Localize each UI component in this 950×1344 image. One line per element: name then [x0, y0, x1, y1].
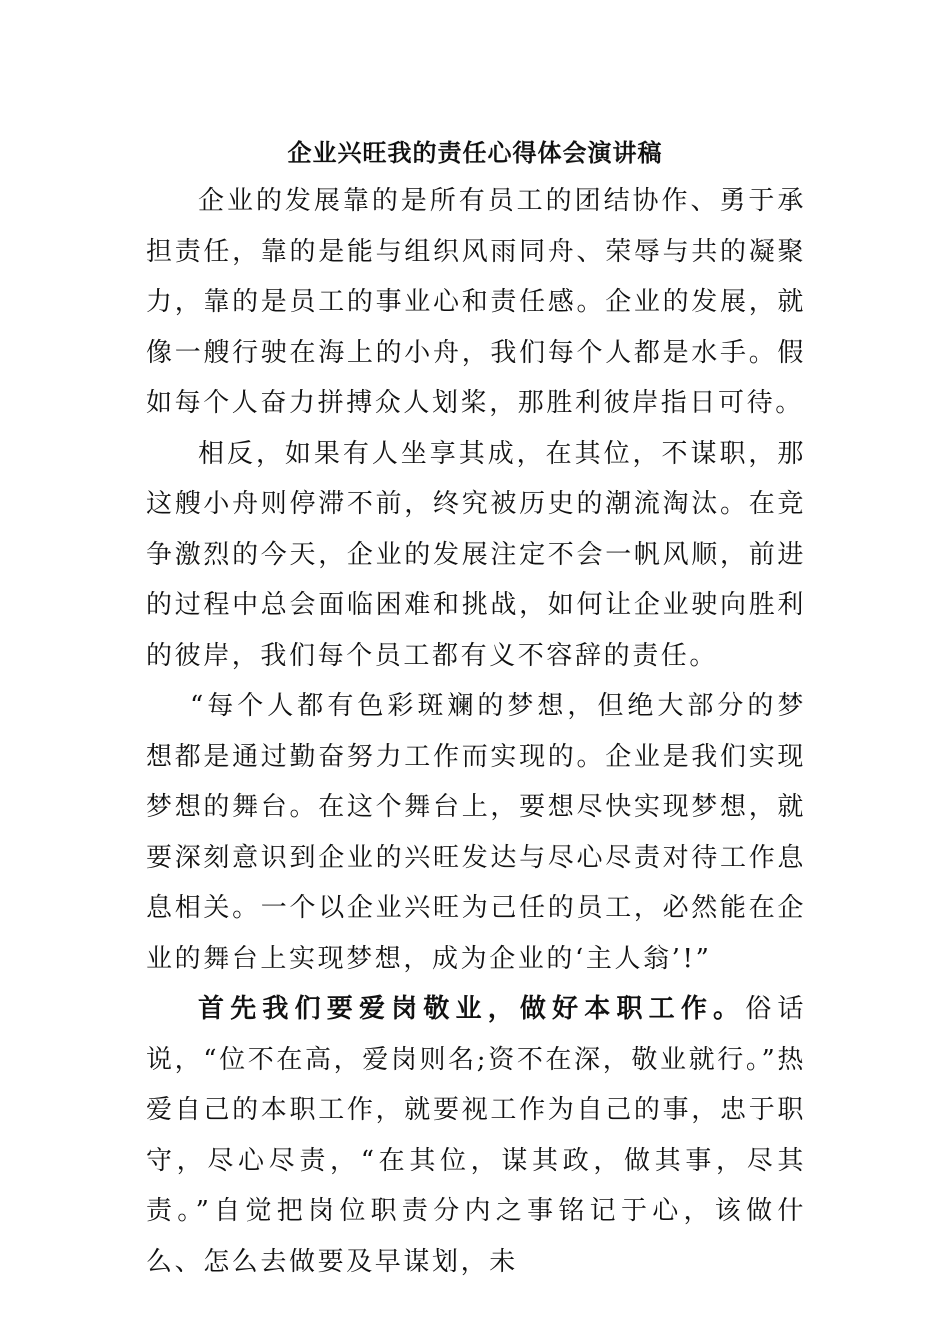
- paragraph-4: [146, 984, 806, 1287]
- document-title: 企业兴旺我的责任心得体会演讲稿: [287, 139, 663, 167]
- paragraph-1-text: 企业的发展靠的是所有员工的团结协作、勇于承担责任，靠的是能与组织风雨同舟、荣辱与共的凝聚力，靠的是员工的事业心和责任感。企业的发展，就像一艘行驶在海上的小舟，我们每个人都是水手。假如每个人奋力拼搏众人划桨，那胜利彼岸指日可待。: [146, 186, 806, 418]
- paragraph-4-bold-lead: 首先我们要爱岗敬业，做好本职工作。: [198, 994, 746, 1024]
- paragraph-4-text: 俗话说，“位不在高，爱岗则名;资不在深，敬业就行。”热爱自己的本职工作，就要视工作为自己的事，忠于职守，尽心尽责，“在其位，谋其政，做其事，尽其责。”自觉把岗位职责分内之事铭记于心，该做什么、怎么去做要及早谋划，未: [146, 994, 807, 1277]
- paragraph-2-text: 相反，如果有人坐享其成，在其位，不谋职，那这艘小舟则停滞不前，终究被历史的潮流淘汰。在竞争激烈的今天，企业的发展注定不会一帆风顺，前进的过程中总会面临困难和挑战，如何让企业驶向胜利的彼岸，我们每个员工都有义不容辞的责任。: [146, 438, 806, 671]
- document-body: [146, 176, 806, 1287]
- paragraph-3-text: “每个人都有色彩斑斓的梦想，但绝大部分的梦想都是通过勤奋努力工作而实现的。企业是我们实现梦想的舞台。在这个舞台上，要想尽快实现梦想，就要深刻意识到企业的兴旺发达与尽心尽责对待工作息息相关。一个以企业兴旺为己任的员工，必然能在企业的舞台上实现梦想，成为企业的‘主人翁’!”: [146, 691, 806, 974]
- paragraph-2: [146, 429, 806, 682]
- paragraph-1: [146, 176, 806, 429]
- paragraph-3: [146, 681, 806, 984]
